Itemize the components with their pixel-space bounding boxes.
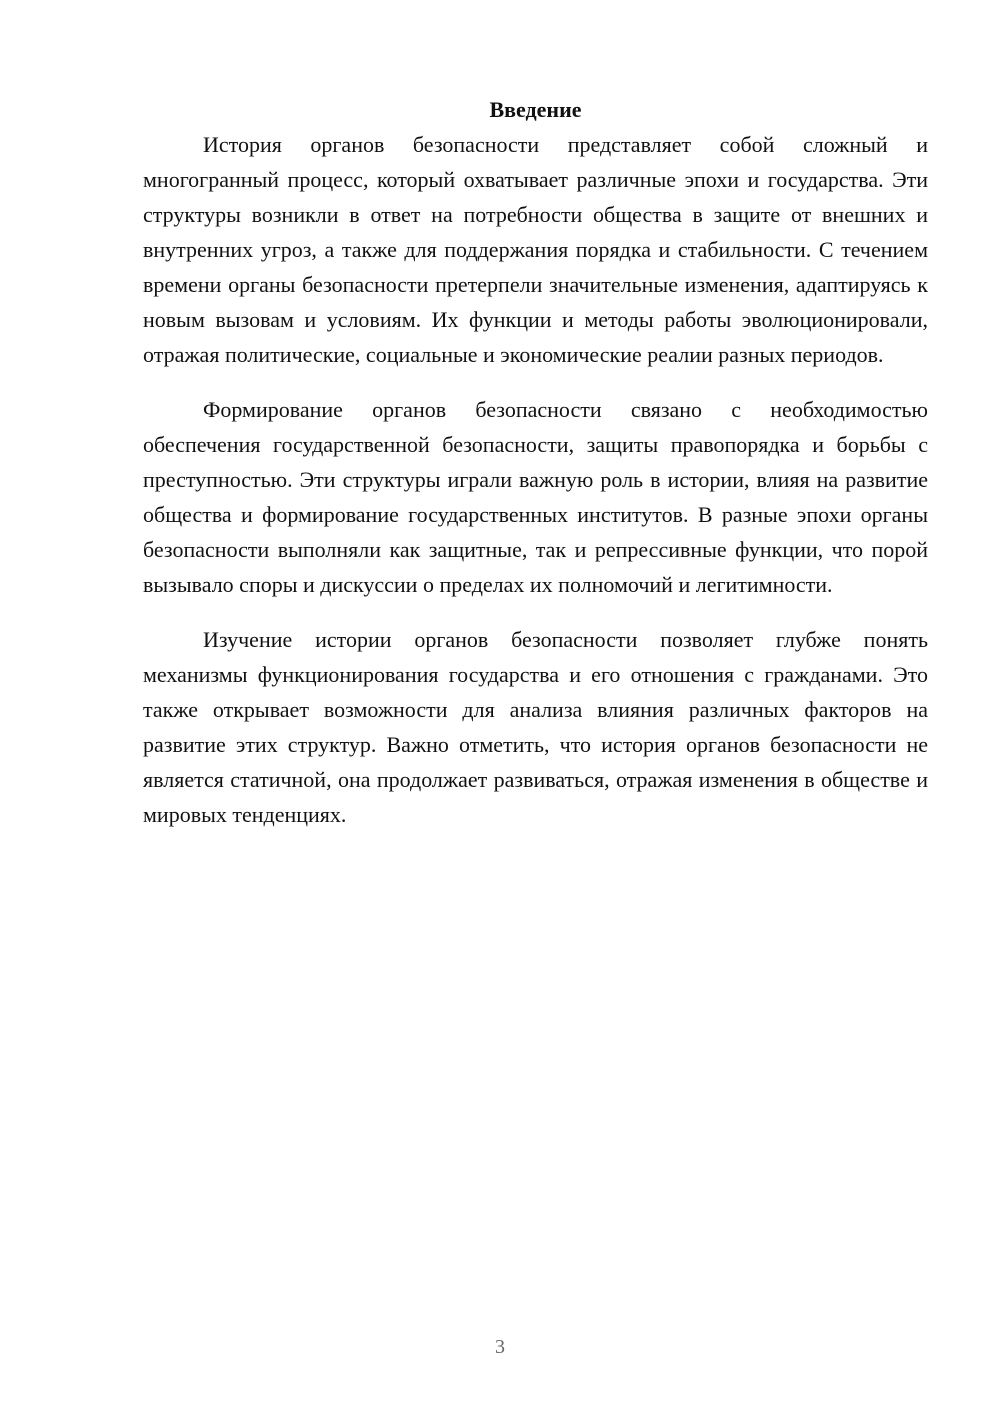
page-content xyxy=(143,92,928,832)
page-number: 3 xyxy=(495,1336,505,1358)
section-title: Введение xyxy=(489,97,582,122)
paragraph-1: История органов безопасности представляет собой сложный и многогранный процесс, который охватывает различные эпохи и государства. Эти структуры возникли в ответ на потребности общества в защите от внешних и внутренних угроз, а также для поддержания порядка и стабильности. С течением времени органы безопасности претерпели значительные изменения, адаптируясь к новым вызовам и условиям. Их функции и методы работы эволюционировали, отражая политические, социальные и экономические реалии разных периодов. xyxy=(143,132,928,367)
paragraph-3: Изучение истории органов безопасности позволяет глубже понять механизмы функционирования государства и его отношения с гражданами. Это также открывает возможности для анализа влияния различных факторов на развитие этих структур. Важно отметить, что история органов безопасности не является статичной, она продолжает развиваться, отражая изменения в обществе и мировых тенденциях. xyxy=(143,627,928,827)
paragraph-2: Формирование органов безопасности связано с необходимостью обеспечения государственной безопасности, защиты правопорядка и борьбы с преступностью. Эти структуры играли важную роль в истории, влияя на развитие общества и формирование государственных институтов. В разные эпохи органы безопасности выполняли как защитные, так и репрессивные функции, что порой вызывало споры и дискуссии о пределах их полномочий и легитимности. xyxy=(143,397,928,597)
